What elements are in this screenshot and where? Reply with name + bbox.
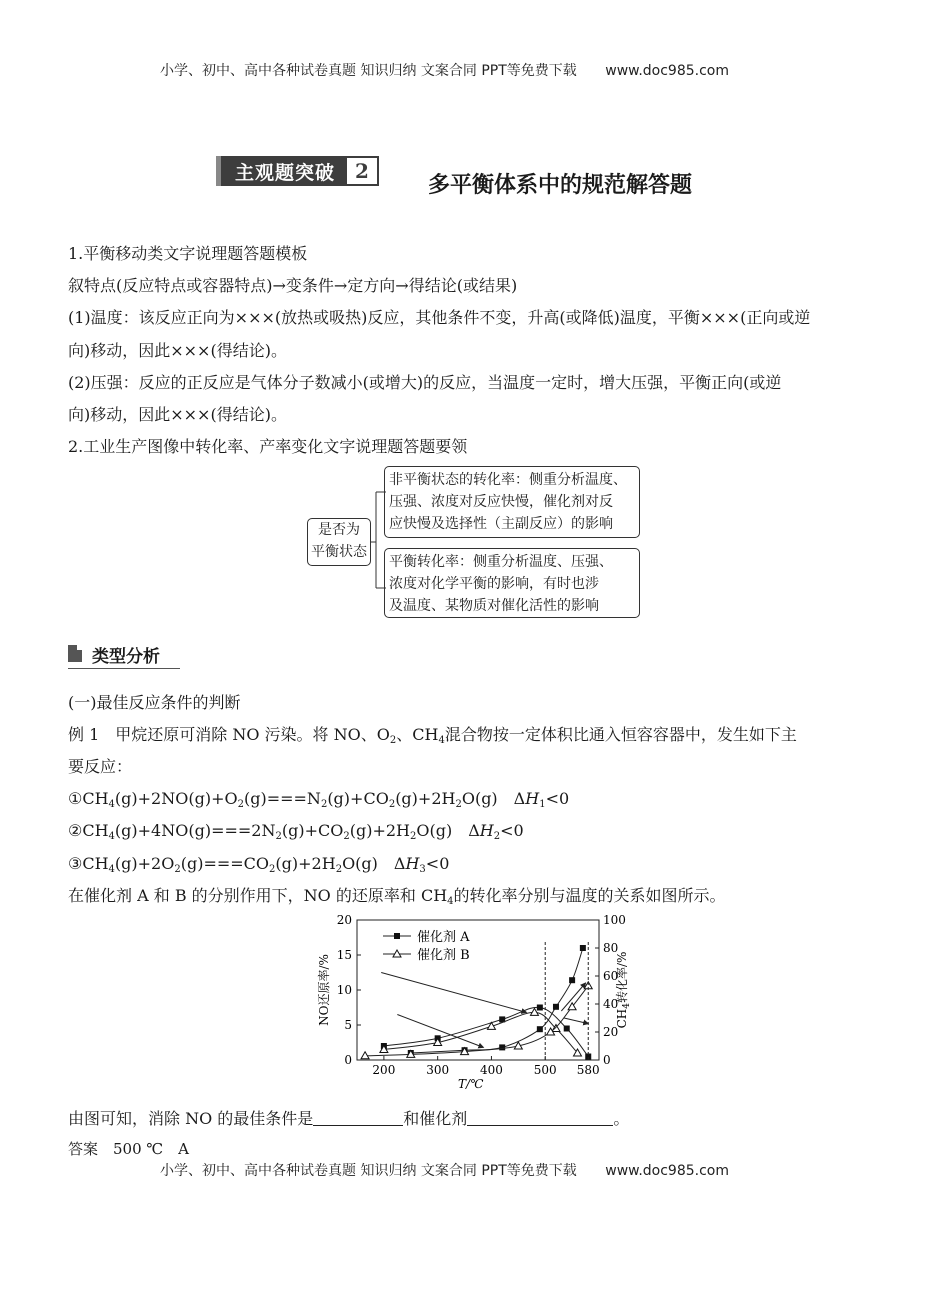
legend-label: 催化剂 B [417,948,470,963]
y-right-tick-label: 80 [603,941,619,955]
legend-marker [394,933,400,939]
diagram-box-nonequilibrium [384,466,640,538]
diagram-top-line: 非平衡状态的转化率：侧重分析温度、 [389,472,627,488]
x-tick-label: 200 [372,1063,396,1077]
text: ②CH [68,821,109,840]
answer-blank-2[interactable] [467,1109,613,1126]
text: (g)+CO [281,821,344,840]
subscript: 4 [108,864,115,875]
y-right-tick-label: 20 [603,1025,619,1039]
answer-blank-1[interactable] [313,1109,403,1126]
y-left-axis-label: NO还原率/% [317,954,331,1026]
y-left-tick-label: 10 [336,983,352,997]
text: 和催化剂 [403,1109,468,1128]
flow-text: 叙特点(反应特点或容器特点)→变条件→定方向→得结论(或结果) [68,276,518,295]
subscript: 2 [335,864,343,875]
y-right-tick-label: 60 [603,969,619,983]
subscript: 2 [275,831,282,842]
text: (g)+4NO(g)===2N [114,821,276,840]
example-intro [68,722,797,746]
text: <0 [545,789,570,808]
text: 混合物按一定体积比通入恒容容器中，发生如下主 [444,725,797,744]
text: 由图可知，消除 NO 的最佳条件是 [68,1109,314,1128]
data-point [537,1026,543,1032]
question [68,1106,629,1129]
y-left-tick-label: 20 [336,913,352,927]
legend-label: 催化剂 A [417,930,470,945]
text: H [525,789,540,808]
y-right-tick-label: 0 [603,1053,611,1067]
heading-2: 2.工业生产图像中转化率、产率变化文字说理题答题要领 [68,437,468,456]
page-title: 多平衡体系中的规范解答题 [428,173,693,198]
text: ①CH [68,789,109,808]
text: (g)===CO [180,854,270,873]
paragraph-pressure-1: (2)压强：反应的正反应是气体分子数减小(或增大)的反应，当温度一定时，增大压强，平衡正向(或逆 [68,373,782,392]
reaction-3 [68,851,449,875]
data-point [537,1005,543,1011]
text: (g)+2O [114,854,175,873]
data-point [580,945,586,951]
subscript: 2 [388,799,396,810]
header-text: 小学、初中、高中各种试卷真题 知识归纳 文案合同 PPT等免费下载 [160,63,577,79]
subscript: 2 [343,831,350,842]
diagram-bottom-line: 浓度对化学平衡的影响，有时也涉 [389,576,599,592]
diagram-bottom-line: 平衡转化率：侧重分析温度、压强、 [389,554,613,570]
header-url[interactable]: www.doc985.com [605,63,729,79]
text: (g)+2H [275,854,336,873]
x-tick-label: 400 [479,1063,503,1077]
badge-label: 主观题突破 [216,156,345,186]
text: (g)+2H [395,789,456,808]
x-axis-label: T/℃ [458,1077,484,1091]
diagram-root-line: 是否为 [318,522,360,538]
reaction-1 [68,786,569,810]
diagram-box-equilibrium [384,548,640,618]
diagram-top-line: 应快慢及选择性（主副反应）的影响 [389,516,613,532]
text: 。 [613,1109,630,1128]
text: <0 [425,854,450,873]
paragraph-temp-2: 向)移动，因此×××(得结论)。 [68,341,287,360]
subscript: 2 [493,831,501,842]
text: H [479,821,494,840]
diagram-bottom-line: 及温度、某物质对催化活性的影响 [389,598,599,614]
y-right-tick-label: 100 [603,913,626,927]
text: <0 [500,821,524,840]
part1-heading: (一)最佳反应条件的判断 [68,693,241,712]
data-point [569,977,575,983]
text: 的转化率分别与温度的关系如图所示。 [453,886,726,905]
subscript: 4 [438,735,445,746]
y-left-tick-label: 0 [344,1053,352,1067]
section-badge [216,156,379,186]
x-tick-label: 580 [576,1063,600,1077]
text: (g)+2H [349,821,410,840]
answer: 答案 500 ℃ A [68,1140,190,1158]
subscript: 4 [108,799,115,810]
subscript: 2 [410,831,417,842]
text: 、CH [396,725,439,744]
subscript: 2 [455,799,462,810]
subscript: 4 [108,831,115,842]
text: ③CH [68,854,109,873]
diagram-root [307,518,371,566]
document-icon [68,645,82,662]
subscript: 1 [539,799,546,810]
page-footer [160,1160,729,1180]
subscript: 2 [389,735,397,746]
temperature-chart [312,912,642,1092]
plot-frame [357,920,599,1060]
footer-url[interactable]: www.doc985.com [605,1163,729,1179]
text: (g)+CO [327,789,389,808]
x-tick-label: 500 [533,1063,557,1077]
badge-number: 2 [345,156,379,186]
example-intro-2: 要反应： [68,757,133,776]
subscript: 2 [269,864,276,875]
paragraph-pressure-2: 向)移动，因此×××(得结论)。 [68,405,287,424]
text: H [405,854,420,873]
section-type-analysis [68,640,180,669]
text: O(g) Δ [342,854,406,873]
annotation-arrow [381,973,526,1013]
diagram-top-line: 压强、浓度对反应快慢，催化剂对反 [389,494,613,510]
y-right-tick-label: 40 [603,997,619,1011]
data-point [564,1026,570,1032]
footer-text: 小学、初中、高中各种试卷真题 知识归纳 文案合同 PPT等免费下载 [160,1163,577,1179]
y-left-tick-label: 5 [344,1018,352,1032]
text: O(g) Δ [416,821,480,840]
x-tick-label: 300 [426,1063,450,1077]
chart-description [68,883,726,907]
text: 例 1 甲烷还原可消除 NO 污染。将 NO、O [68,725,390,744]
text: (g)===N [243,789,321,808]
y-right-axis-label: $CH_4$转化率/% [615,951,632,1029]
subscript: 2 [237,799,244,810]
text: 在催化剂 A 和 B 的分别作用下，NO 的还原率和 CH [68,886,448,905]
paragraph-temp-1: (1)温度：该反应正向为×××(放热或吸热)反应，其他条件不变，升高(或降低)温度，平衡×××(正向或逆 [68,308,811,327]
reaction-2 [68,818,524,842]
diagram-root-line: 平衡状态 [311,544,367,560]
heading-1: 1.平衡移动类文字说理题答题模板 [68,244,308,263]
subscript: 2 [174,864,181,875]
data-point [553,1004,559,1010]
data-point [499,1044,505,1050]
text: O(g) Δ [461,789,526,808]
section-label: 类型分析 [92,647,160,667]
y-left-tick-label: 15 [336,948,352,962]
subscript: 4 [447,896,454,907]
subscript: 3 [419,864,426,875]
subscript: 2 [320,799,328,810]
page-header [160,60,729,80]
text: (g)+2NO(g)+O [114,789,238,808]
annotation-arrow [564,1018,588,1024]
